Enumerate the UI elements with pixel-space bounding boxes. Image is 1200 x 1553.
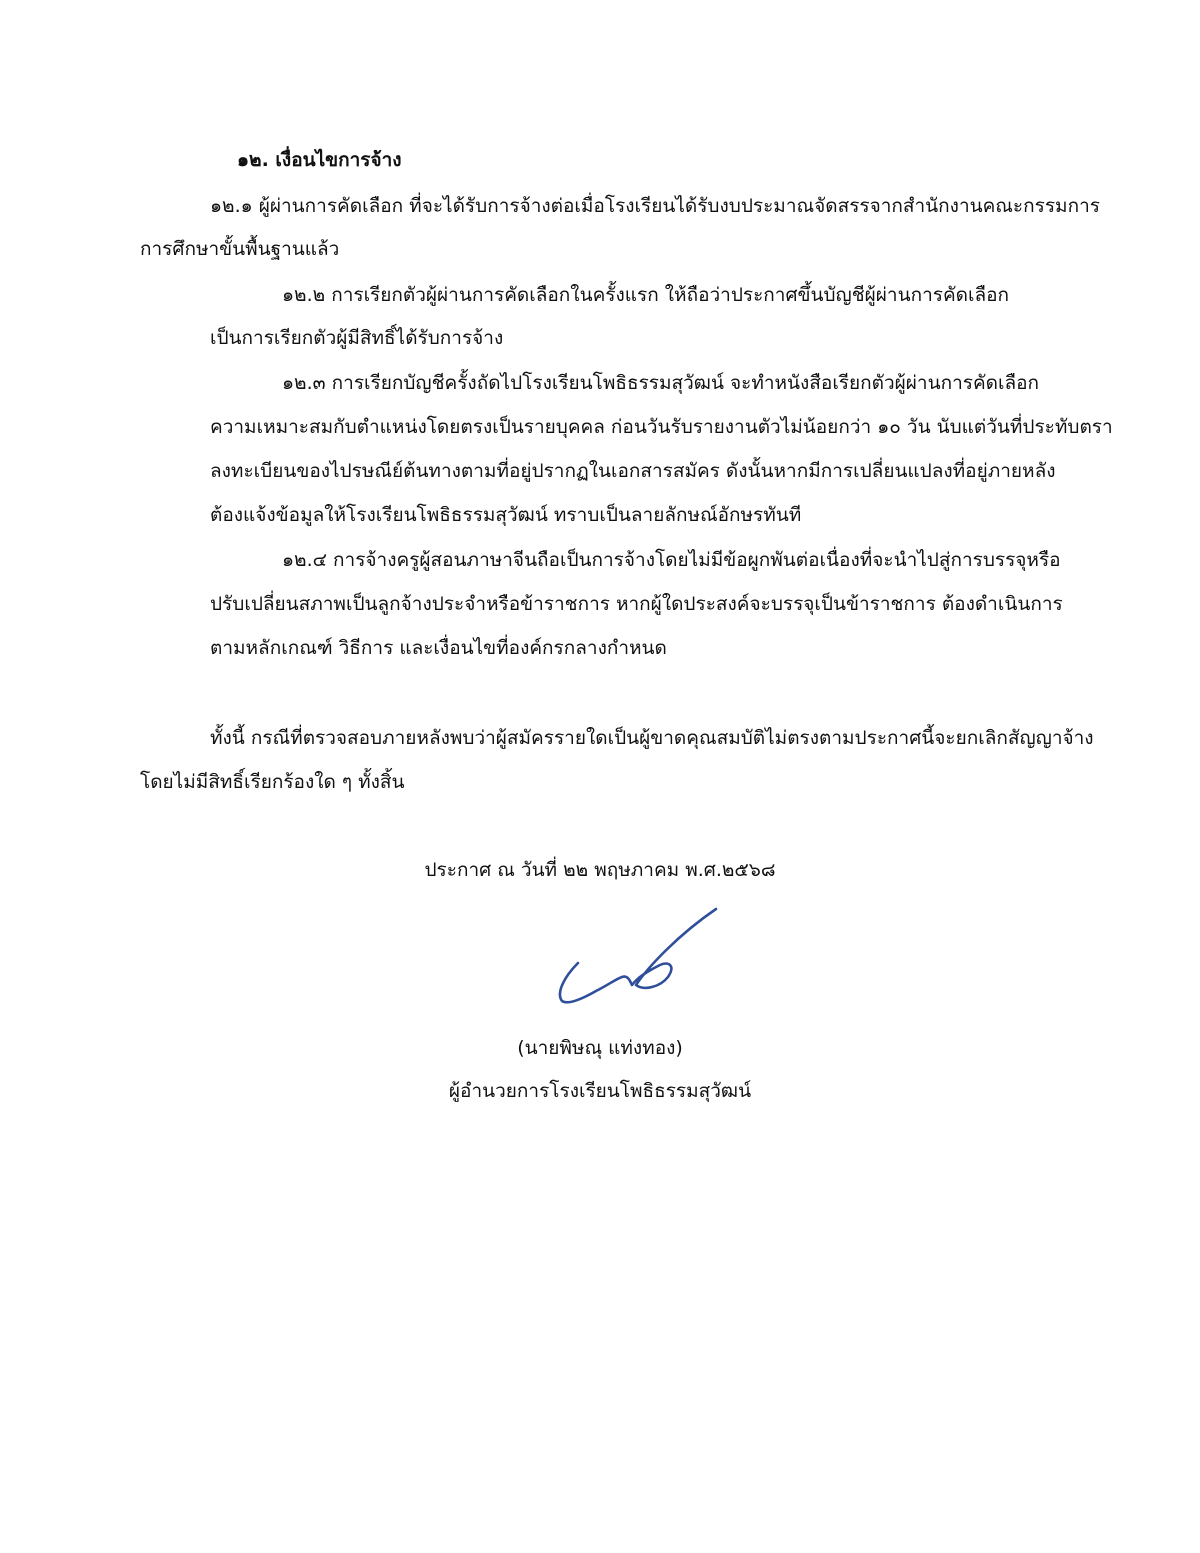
announcement-date: ประกาศ ณ วันที่ ๒๒ พฤษภาคม พ.ศ.๒๕๖๘ — [424, 859, 776, 881]
item-12-4-line-3: ตามหลักเกณฑ์ วิธีการ และเงื่อนไขที่องค์กรกลางกำหนด — [210, 637, 667, 659]
item-12-4-line-1: ๑๒.๔ การจ้างครูผู้สอนภาษาจีนถือเป็นการจ้างโดยไม่มีข้อผูกพันต่อเนื่องที่จะนำไปสู่การบรรจุหรือ — [282, 549, 1061, 571]
item-12-1-line-2: การศึกษาขั้นพื้นฐานแล้ว — [140, 238, 340, 260]
handwritten-signature — [548, 905, 728, 1015]
closing-line-1: ทั้งนี้ กรณีที่ตรวจสอบภายหลังพบว่าผู้สมัครรายใดเป็นผู้ขาดคุณสมบัติไม่ตรงตามประกาศนี้จะยกเลิกสัญญาจ้าง — [210, 727, 1094, 749]
item-12-3-line-4: ต้องแจ้งข้อมูลให้โรงเรียนโพธิธรรมสุวัฒน์ ทราบเป็นลายลักษณ์อักษรทันที — [210, 504, 802, 526]
item-12-1-line-1: ๑๒.๑ ผู้ผ่านการคัดเลือก ที่จะได้รับการจ้างต่อเมื่อโรงเรียนได้รับงบประมาณจัดสรรจากสำนักงานคณะกรรมการ — [210, 195, 1100, 217]
item-12-2-line-2: เป็นการเรียกตัวผู้มีสิทธิ์ได้รับการจ้าง — [210, 327, 504, 349]
signatory-name: (นายพิษณุ แท่งทอง) — [517, 1037, 683, 1059]
item-12-3-line-1: ๑๒.๓ การเรียกบัญชีครั้งถัดไปโรงเรียนโพธิธรรมสุวัฒน์ จะทำหนังสือเรียกตัวผู้ผ่านการคัดเลือก — [282, 372, 1040, 394]
item-12-3-line-2: ความเหมาะสมกับตำแหน่งโดยตรงเป็นรายบุคคล ก่อนวันรับรายงานตัวไม่น้อยกว่า ๑๐ วัน นับแต่วันที่ประทับตรา — [210, 416, 1113, 438]
signatory-position: ผู้อำนวยการโรงเรียนโพธิธรรมสุวัฒน์ — [448, 1080, 752, 1102]
section-heading: ๑๒. เงื่อนไขการจ้าง — [237, 149, 402, 171]
item-12-4-line-2: ปรับเปลี่ยนสภาพเป็นลูกจ้างประจำหรือข้าราชการ หากผู้ใดประสงค์จะบรรจุเป็นข้าราชการ ต้องดำเนินการ — [210, 593, 1063, 615]
item-12-2-line-1: ๑๒.๒ การเรียกตัวผู้ผ่านการคัดเลือกในครั้งแรก ให้ถือว่าประกาศขึ้นบัญชีผู้ผ่านการคัดเลือก — [282, 284, 1010, 306]
closing-line-2: โดยไม่มีสิทธิ์เรียกร้องใด ๆ ทั้งสิ้น — [140, 771, 405, 793]
item-12-3-line-3: ลงทะเบียนของไปรษณีย์ต้นทางตามที่อยู่ปรากฏในเอกสารสมัคร ดังนั้นหากมีการเปลี่ยนแปลงที่อยู่ภายหลัง — [210, 460, 1056, 482]
